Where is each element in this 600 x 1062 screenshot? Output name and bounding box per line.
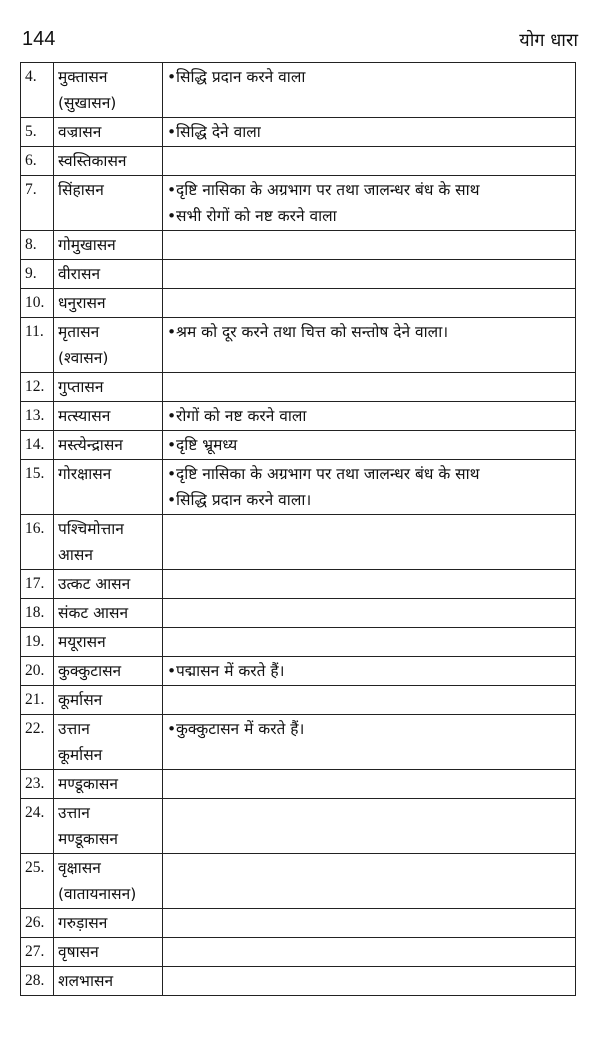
table-row	[21, 289, 576, 318]
asana-name: मस्त्येन्द्रासन	[58, 436, 123, 454]
description-text: कुक्कुटासन में करते हैं।	[176, 720, 305, 738]
table-row	[21, 402, 576, 431]
asana-name-cell	[54, 599, 163, 628]
description-text: दृष्टि नासिका के अग्रभाग पर तथा जालन्धर बंध के साथ	[176, 465, 480, 483]
asana-name: वृषासन	[58, 943, 99, 961]
row-number: 11.	[21, 318, 54, 373]
description-line	[167, 64, 571, 90]
asana-name: उत्कट आसन	[58, 575, 131, 593]
table-row	[21, 599, 576, 628]
asana-name: मुक्तासन	[58, 68, 108, 86]
asana-name: (श्वासन)	[58, 349, 109, 367]
asana-name: (वातायनासन)	[58, 885, 137, 903]
asana-name-cell	[54, 63, 163, 118]
asana-name-cell	[54, 909, 163, 938]
asana-name: मत्स्यासन	[58, 407, 111, 425]
asana-description-cell	[163, 938, 576, 967]
asana-name: स्वस्तिकासन	[58, 152, 127, 170]
asana-description-cell	[163, 402, 576, 431]
description-text: सिद्धि देने वाला	[176, 123, 261, 141]
description-line	[167, 487, 571, 513]
page-header	[22, 28, 578, 56]
table-row	[21, 967, 576, 996]
row-number: 13.	[21, 402, 54, 431]
asana-name: मयूरासन	[58, 633, 106, 651]
description-text: सिद्धि प्रदान करने वाला।	[176, 491, 312, 509]
asana-name-cell	[54, 176, 163, 231]
table-row	[21, 460, 576, 515]
table-row	[21, 231, 576, 260]
asana-name: कुक्कुटासन	[58, 662, 122, 680]
asana-name-cell	[54, 431, 163, 460]
asana-name-cell	[54, 686, 163, 715]
bullet-icon: •	[167, 407, 177, 425]
row-number: 18.	[21, 599, 54, 628]
asana-description-cell	[163, 854, 576, 909]
bullet-icon: •	[167, 323, 177, 341]
description-line	[167, 177, 571, 203]
description-line	[167, 716, 571, 742]
row-number: 17.	[21, 570, 54, 599]
asana-name-cell	[54, 231, 163, 260]
table-row	[21, 318, 576, 373]
row-number: 28.	[21, 967, 54, 996]
asana-description-cell	[163, 570, 576, 599]
description-line	[167, 432, 571, 458]
row-number: 22.	[21, 715, 54, 770]
description-text: दृष्टि भ्रूमध्य	[176, 436, 238, 454]
table-row	[21, 63, 576, 118]
row-number: 10.	[21, 289, 54, 318]
row-number: 12.	[21, 373, 54, 402]
table-row	[21, 147, 576, 176]
table-row	[21, 515, 576, 570]
asana-description-cell	[163, 260, 576, 289]
asana-name-cell	[54, 657, 163, 686]
asana-table	[20, 62, 576, 996]
description-text: श्रम को दूर करने तथा चित्त को सन्तोष देने वाला।	[176, 323, 449, 341]
asana-name-cell	[54, 260, 163, 289]
asana-name: सिंहासन	[58, 181, 104, 199]
asana-description-cell	[163, 373, 576, 402]
asana-description-cell	[163, 147, 576, 176]
row-number: 14.	[21, 431, 54, 460]
asana-name-cell	[54, 938, 163, 967]
asana-name-cell	[54, 460, 163, 515]
description-line	[167, 461, 571, 487]
description-text: सभी रोगों को नष्ट करने वाला	[176, 207, 337, 225]
page-number: 144	[22, 28, 56, 50]
asana-description-cell	[163, 599, 576, 628]
asana-name: धनुरासन	[58, 294, 106, 312]
asana-name: गोमुखासन	[58, 236, 116, 254]
row-number: 27.	[21, 938, 54, 967]
description-text: रोगों को नष्ट करने वाला	[176, 407, 307, 425]
row-number: 19.	[21, 628, 54, 657]
table-row	[21, 373, 576, 402]
asana-name: मृतासन	[58, 323, 100, 341]
asana-description-cell	[163, 909, 576, 938]
asana-name-cell	[54, 628, 163, 657]
table-row	[21, 938, 576, 967]
table-row	[21, 628, 576, 657]
asana-name-cell	[54, 799, 163, 854]
bullet-icon: •	[167, 68, 177, 86]
row-number: 16.	[21, 515, 54, 570]
table-row	[21, 431, 576, 460]
table-row	[21, 260, 576, 289]
table-row	[21, 686, 576, 715]
asana-name: उत्तान	[58, 720, 90, 738]
bullet-icon: •	[167, 465, 177, 483]
row-number: 23.	[21, 770, 54, 799]
asana-name: गोरक्षासन	[58, 465, 112, 483]
asana-description-cell	[163, 657, 576, 686]
asana-name-cell	[54, 570, 163, 599]
asana-description-cell	[163, 686, 576, 715]
table-row	[21, 118, 576, 147]
asana-name: वृक्षासन	[58, 859, 101, 877]
bullet-icon: •	[167, 491, 177, 509]
bullet-icon: •	[167, 662, 177, 680]
asana-description-cell	[163, 515, 576, 570]
bullet-icon: •	[167, 181, 177, 199]
asana-name: उत्तान	[58, 804, 90, 822]
asana-name-cell	[54, 118, 163, 147]
table-row	[21, 176, 576, 231]
asana-description-cell	[163, 431, 576, 460]
asana-description-cell	[163, 318, 576, 373]
row-number: 4.	[21, 63, 54, 118]
row-number: 20.	[21, 657, 54, 686]
asana-name: गरुड़ासन	[58, 914, 108, 932]
asana-name-cell	[54, 289, 163, 318]
asana-description-cell	[163, 231, 576, 260]
description-line	[167, 658, 571, 684]
asana-name: मण्डूकासन	[58, 830, 118, 848]
bullet-icon: •	[167, 436, 177, 454]
asana-name: गुप्तासन	[58, 378, 104, 396]
asana-description-cell	[163, 770, 576, 799]
asana-description-cell	[163, 63, 576, 118]
asana-description-cell	[163, 799, 576, 854]
asana-name-cell	[54, 967, 163, 996]
asana-description-cell	[163, 460, 576, 515]
asana-name-cell	[54, 770, 163, 799]
asana-name: वीरासन	[58, 265, 101, 283]
row-number: 5.	[21, 118, 54, 147]
asana-description-cell	[163, 967, 576, 996]
asana-name-cell	[54, 373, 163, 402]
asana-description-cell	[163, 289, 576, 318]
description-line	[167, 119, 571, 145]
asana-name: (सुखासन)	[58, 94, 117, 112]
table-row	[21, 854, 576, 909]
row-number: 9.	[21, 260, 54, 289]
asana-table-body	[21, 63, 576, 996]
row-number: 15.	[21, 460, 54, 515]
row-number: 8.	[21, 231, 54, 260]
book-title: योग धारा	[519, 30, 578, 51]
bullet-icon: •	[167, 207, 177, 225]
table-row	[21, 657, 576, 686]
asana-name-cell	[54, 854, 163, 909]
asana-name-cell	[54, 515, 163, 570]
asana-name: संकट आसन	[58, 604, 129, 622]
asana-name: शलभासन	[58, 972, 114, 990]
asana-description-cell	[163, 176, 576, 231]
row-number: 25.	[21, 854, 54, 909]
description-line	[167, 403, 571, 429]
row-number: 21.	[21, 686, 54, 715]
asana-description-cell	[163, 118, 576, 147]
table-row	[21, 770, 576, 799]
asana-name: पश्चिमोत्तान	[58, 520, 124, 538]
description-text: सिद्धि प्रदान करने वाला	[176, 68, 306, 86]
row-number: 7.	[21, 176, 54, 231]
asana-name-cell	[54, 318, 163, 373]
asana-name-cell	[54, 715, 163, 770]
asana-name: वज्रासन	[58, 123, 102, 141]
table-row	[21, 909, 576, 938]
row-number: 24.	[21, 799, 54, 854]
bullet-icon: •	[167, 720, 177, 738]
table-row	[21, 570, 576, 599]
asana-name: मण्डूकासन	[58, 775, 118, 793]
row-number: 6.	[21, 147, 54, 176]
asana-description-cell	[163, 715, 576, 770]
asana-name: कूर्मासन	[58, 746, 103, 764]
table-row	[21, 799, 576, 854]
asana-name: कूर्मासन	[58, 691, 103, 709]
description-text: दृष्टि नासिका के अग्रभाग पर तथा जालन्धर बंध के साथ	[176, 181, 480, 199]
asana-description-cell	[163, 628, 576, 657]
asana-name: आसन	[58, 546, 93, 564]
bullet-icon: •	[167, 123, 177, 141]
description-text: पद्मासन में करते हैं।	[176, 662, 285, 680]
row-number: 26.	[21, 909, 54, 938]
description-line	[167, 203, 571, 229]
table-row	[21, 715, 576, 770]
asana-name-cell	[54, 147, 163, 176]
description-line	[167, 319, 571, 345]
asana-name-cell	[54, 402, 163, 431]
